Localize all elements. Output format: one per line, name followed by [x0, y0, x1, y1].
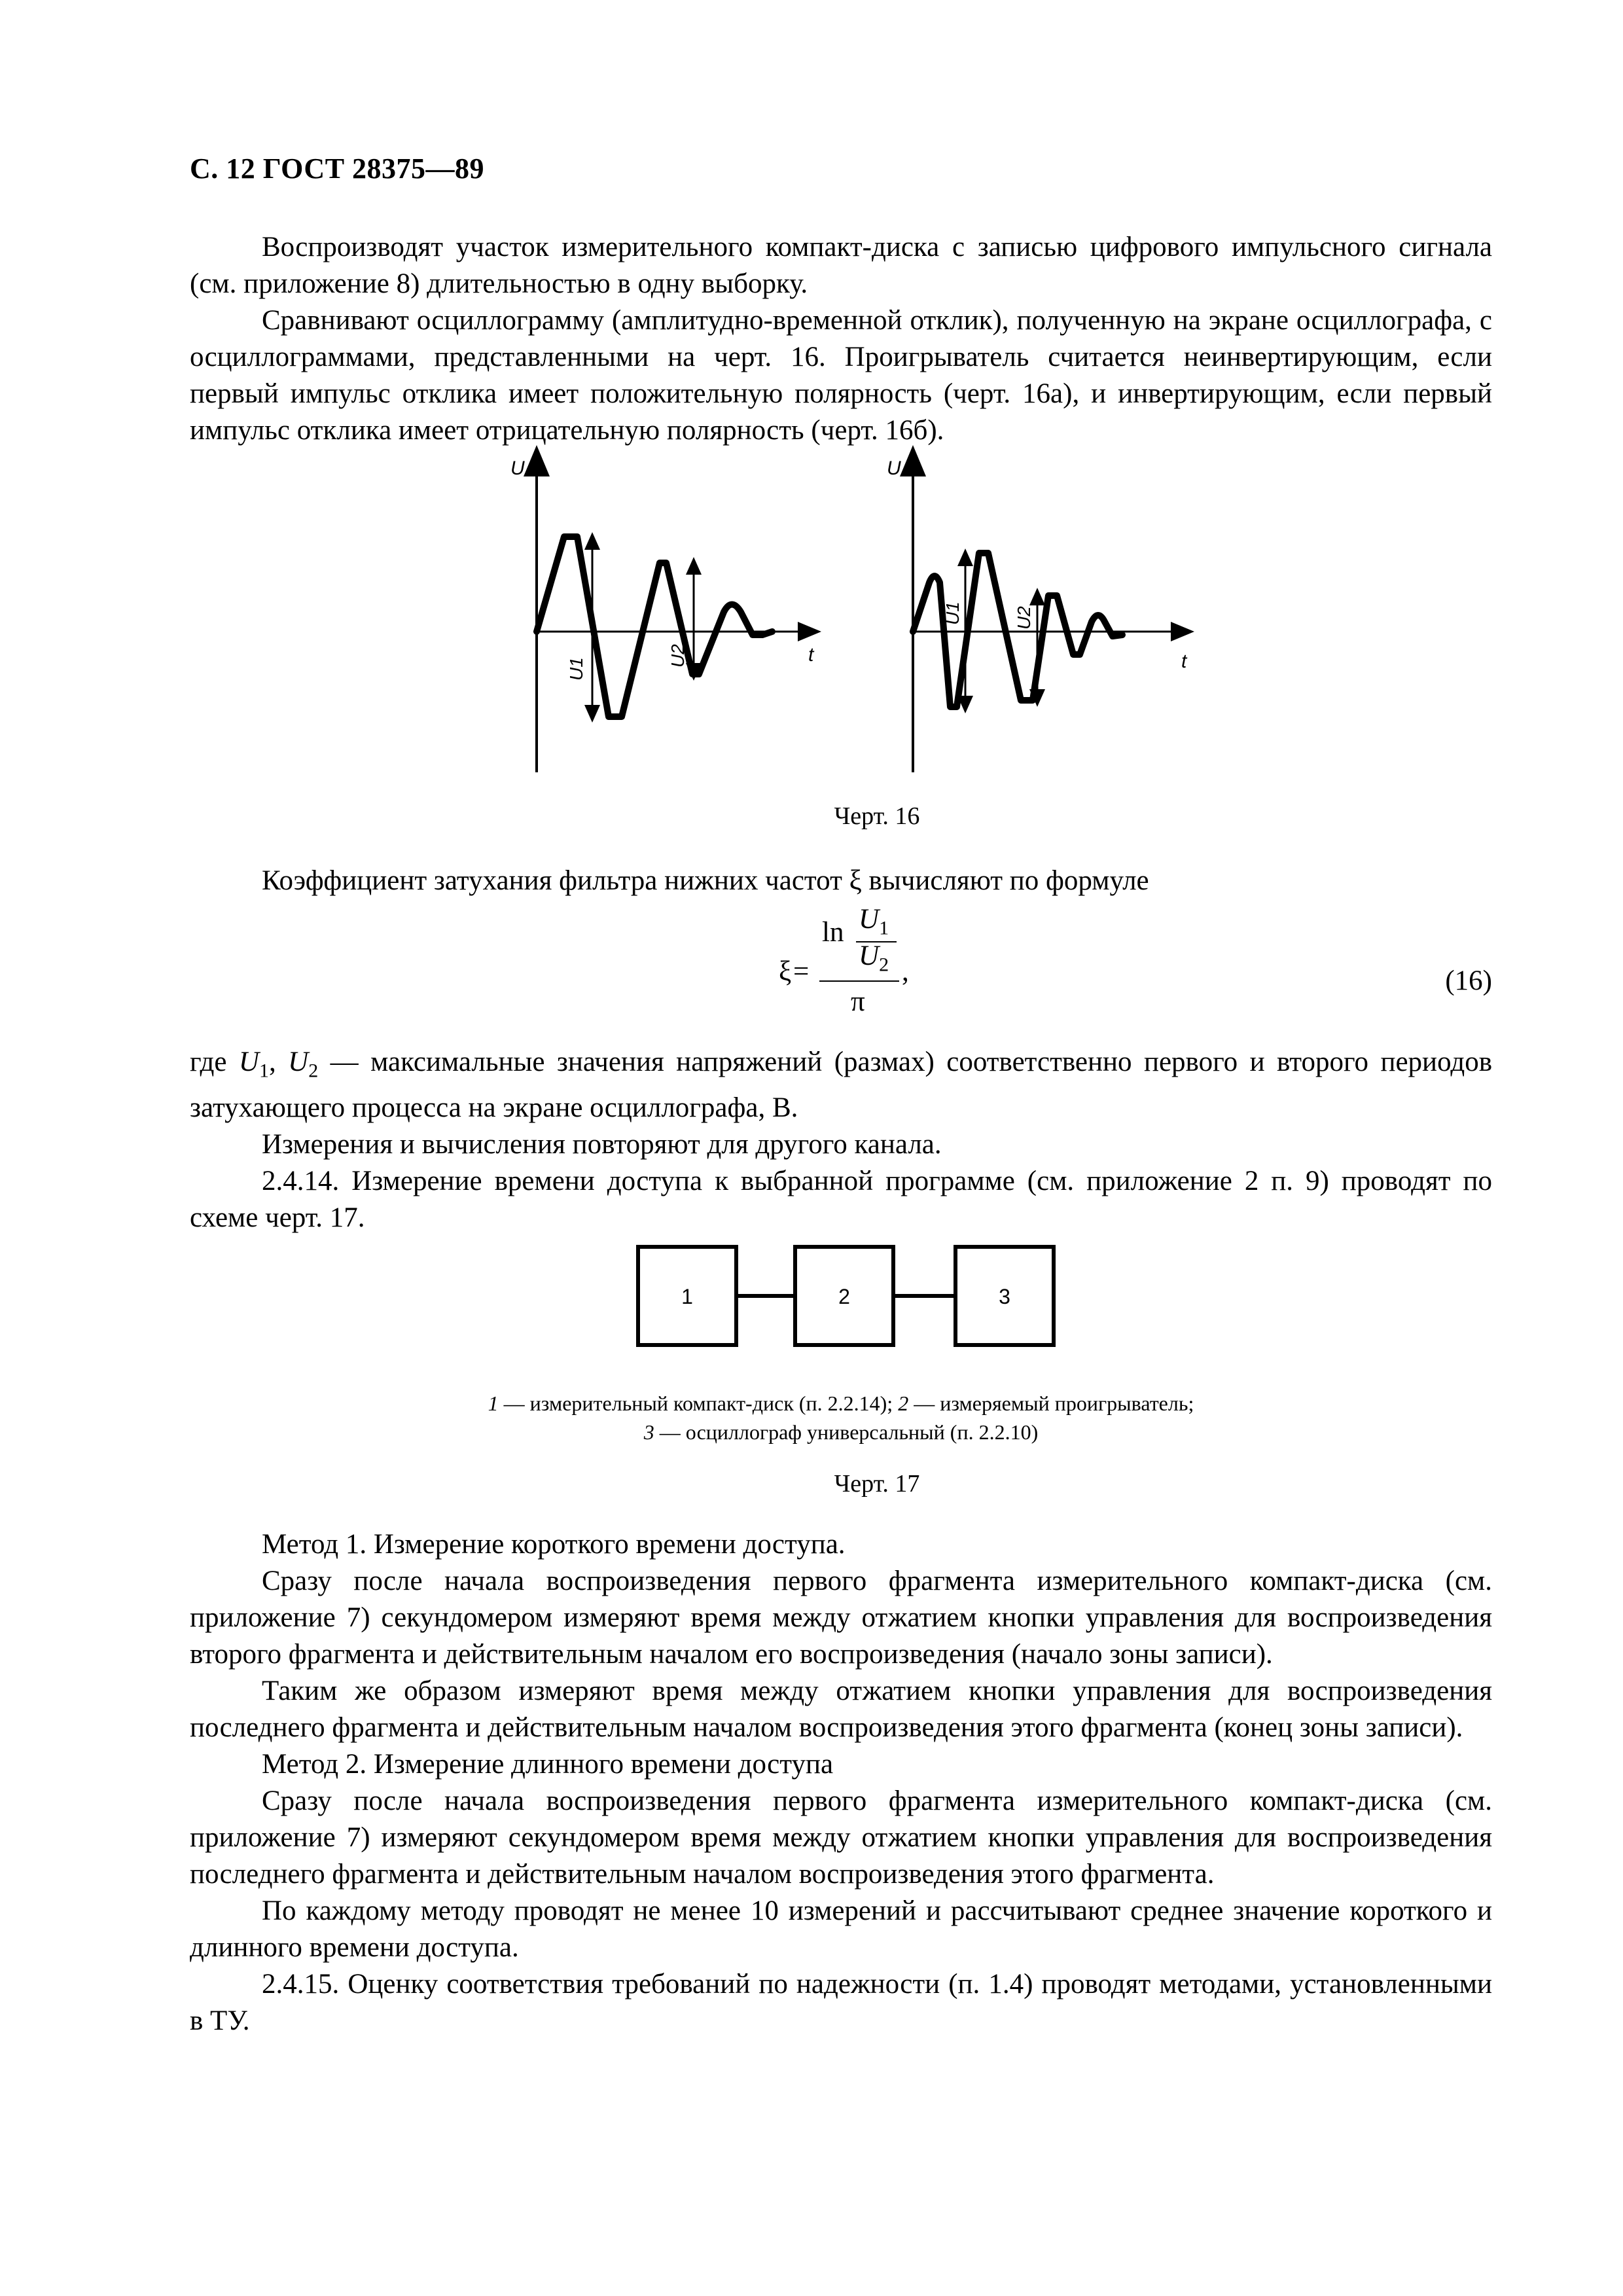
- figure-17-caption: Черт. 17: [834, 1470, 920, 1498]
- figure-16-caption: Черт. 16: [834, 802, 920, 830]
- u2-label: U2: [668, 644, 688, 668]
- u1-label: U1: [942, 601, 963, 625]
- formula-equals: =: [793, 956, 810, 987]
- method-1-paragraph-2: Таким же образом измеряют время между отжатием кнопки управления для воспроизведения последнего фрагмента и действительным началом воспроизведения этого фрагмента (конец зоны записи).: [190, 1676, 1492, 1743]
- method-1-paragraph-1: Сразу после начала воспроизведения первого фрагмента измерительного компакт-диска (см. приложение 7) секундомером измеряют время между отжатием кнопки управления для воспроизведения второго фрагмента и действительным началом его воспроизведения (начало зоны записи).: [190, 1566, 1492, 1670]
- figure-17: [628, 1237, 1073, 1355]
- oscillogram-16b: [887, 457, 1188, 772]
- u-axis-label: U: [887, 457, 901, 479]
- oscillogram-16a: [510, 457, 815, 772]
- outer-fraction-bar: [819, 980, 899, 982]
- paragraph-3: Коэффициент затухания фильтра нижних частот ξ вычисляют по формуле: [262, 865, 1149, 896]
- formula-comma: ,: [902, 956, 909, 987]
- u-axis-label: U: [510, 457, 525, 479]
- equation-number: (16): [1445, 965, 1492, 996]
- formula-pi: π: [851, 986, 865, 1017]
- u1-label: U1: [566, 657, 586, 681]
- intro-text-block: [190, 229, 1492, 449]
- paragraph-6: По каждому методу проводят не менее 10 измерений и рассчитывают среднее значение короткого и длинного времени доступа.: [190, 1895, 1492, 1963]
- formula-16: [772, 903, 969, 1028]
- paragraph-4: Измерения и вычисления повторяют для другого канала.: [262, 1128, 942, 1160]
- methods-text-block: [190, 1526, 1492, 2039]
- t-axis-label: t: [808, 644, 814, 666]
- paragraph-7: 2.4.15. Оценку соответствия требований по надежности (п. 1.4) проводят методами, установленными в ТУ.: [190, 1969, 1492, 2036]
- formula-u2: $U_2$: [859, 941, 889, 976]
- page-header: С. 12 ГОСТ 28375—89: [190, 152, 485, 185]
- formula-ln: ln: [822, 917, 844, 948]
- formula-xi: ξ: [779, 956, 792, 987]
- paragraph-5: 2.4.14. Измерение времени доступа к выбранной программе (см. приложение 2 п. 9) проводят по схеме черт. 17.: [190, 1165, 1492, 1233]
- method-2-title: Метод 2. Измерение длинного времени доступа: [262, 1749, 834, 1780]
- paragraph-1: Воспроизводят участок измерительного компакт-диска с записью цифрового импульсного сигнала (см. приложение 8) длительностью в одну выборку.: [190, 232, 1492, 299]
- u2-label: U2: [1014, 606, 1034, 630]
- method-2-paragraph-1: Сразу после начала воспроизведения первого фрагмента измерительного компакт-диска (см. приложение 7) измеряют секундомером время между отжатием кнопки управления для воспроизведения последнего фрагмента и действительным началом воспроизведения этого фрагмента.: [190, 1785, 1492, 1890]
- formula-intro: [190, 863, 1492, 899]
- figure-17-legend: [190, 1389, 1492, 1446]
- response-curve-16a: [537, 537, 772, 717]
- paragraph-2: Сравнивают осциллограмму (амплитудно-временной отклик), полученную на экране осциллографа, с осциллограммами, представленными на черт. 16. Проигрыватель считается неинвертирующим, если первый импульс отклика имеет положительную полярность (черт. 16а), и инвертирующим, если первый импульс отклика имеет отрицательную полярность (черт. 16б).: [190, 305, 1492, 446]
- legend-line-1: 1 — измерительный компакт-диск (п. 2.2.14); 2 — измеряемый проигрыватель;: [488, 1391, 1194, 1415]
- formula-u1: $U_1$: [859, 904, 889, 939]
- t-axis-label: t: [1181, 651, 1187, 672]
- where-definition: где $U_1$, $U_2$ — максимальные значения напряжений (размах) соответственно первого и второго периодов затухающего процесса на экране осциллографа, В.: [190, 1047, 1493, 1123]
- legend-line-2: 3 — осциллограф универсальный (п. 2.2.10): [643, 1420, 1039, 1444]
- block-2-label: 2: [838, 1285, 850, 1308]
- method-1-title: Метод 1. Измерение короткого времени доступа.: [262, 1529, 846, 1560]
- block-3-label: 3: [999, 1285, 1010, 1308]
- where-block: [190, 1044, 1492, 1236]
- figure-16: [484, 445, 1224, 785]
- block-1-label: 1: [681, 1285, 693, 1308]
